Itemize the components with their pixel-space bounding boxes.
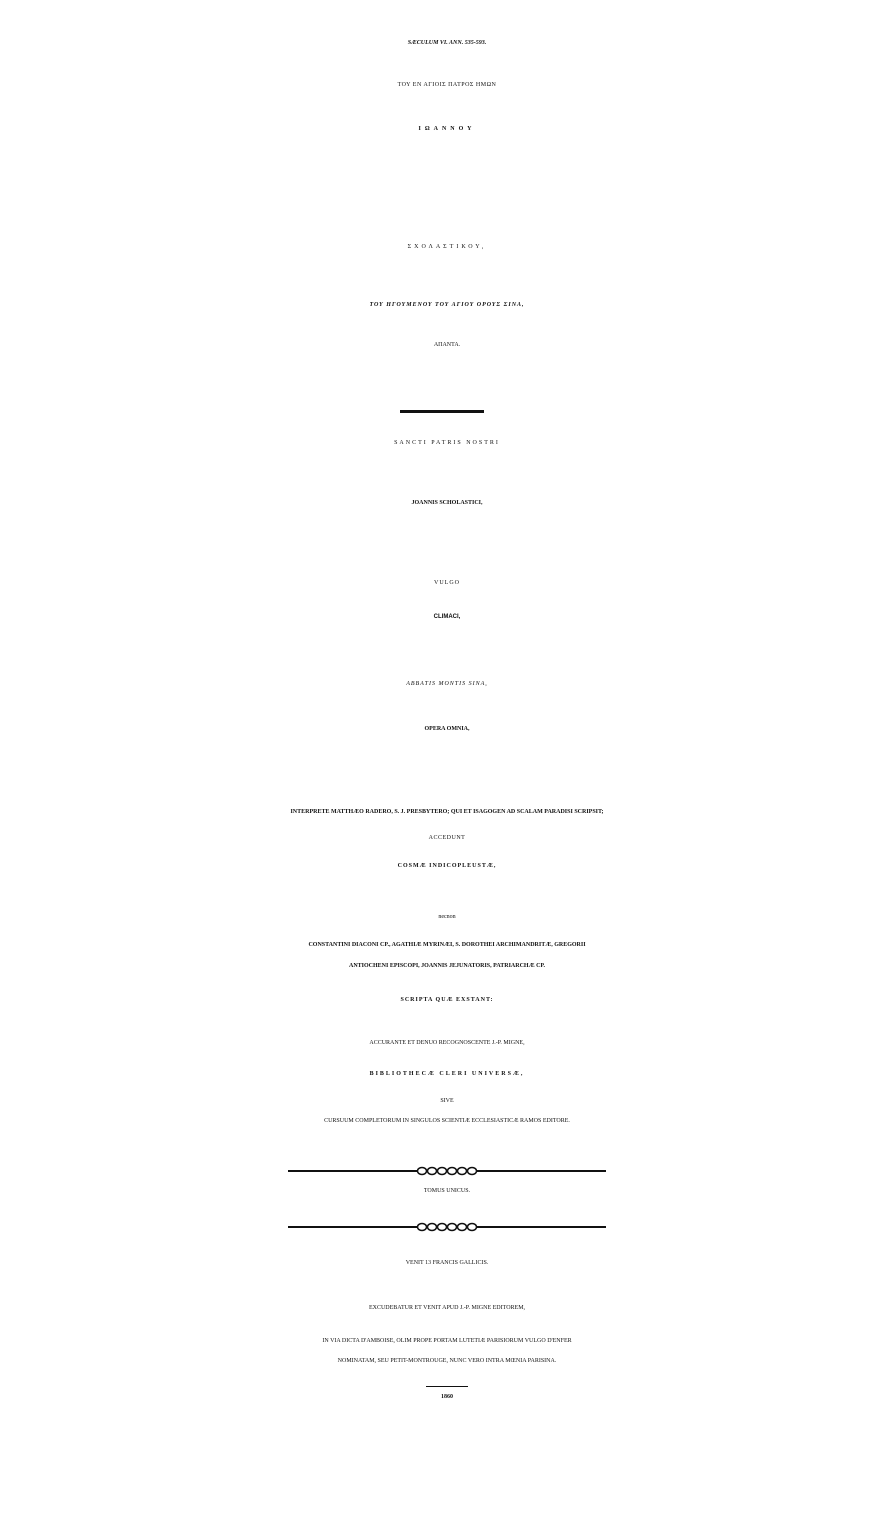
- bottom-ornament-rule: [0, 1220, 894, 1234]
- year-label: 1860: [441, 1394, 453, 1400]
- accedunt-label: ACCEDUNT: [428, 835, 466, 841]
- opera-omnia-title: OPERA OMNIA,: [424, 726, 470, 732]
- greek-opera: ΑΠΑΝΤΑ.: [433, 342, 461, 348]
- necnon-label: necnon: [438, 914, 456, 920]
- bibliothecae-line: BIBLIOTHECÆ CLERI UNIVERSÆ,: [369, 1071, 525, 1077]
- greek-intro: ΤΟΥ ΕΝ ΑΓΙΟΙΣ ΠΑΤΡΟΣ ΗΜΩΝ: [397, 82, 497, 88]
- greek-name-title: ΙΩΑΝΝΟΥ: [418, 126, 476, 132]
- interprete-line: INTERPRETE MATTHÆO RADERO, S. J. PRESBYTERO; QUI ET ISAGOGEN AD SCALAM PARADISI SCRIPSIT;: [290, 809, 604, 815]
- latin-name-title: JOANNIS SCHOLASTICI,: [411, 500, 483, 506]
- accurante-line: ACCURANTE ET DENUO RECOGNOSCENTE J.-P. MIGNE,: [369, 1040, 525, 1046]
- imprint-line-1: EXCUDEBATUR ET VENIT APUD J.-P. MIGNE EDITOREM,: [368, 1305, 526, 1311]
- scripta-line: SCRIPTA QUÆ EXSTANT:: [400, 997, 494, 1003]
- climaci-title: CLIMACI,: [433, 614, 461, 620]
- cursuum-line: CURSUUM COMPLETORUM IN SINGULOS SCIENTIÆ ECCLESIASTICÆ RAMOS EDITORE.: [324, 1118, 570, 1124]
- saeculum-line: SÆCULUM VI. ANN. 535-593.: [407, 40, 487, 46]
- authors-line-2: ANTIOCHENI EPISCOPI, JOANNIS JEJUNATORIS, PATRIARCHÆ CP.: [348, 963, 546, 969]
- abbatis-line: ABBATIS MONTIS SINA,: [406, 681, 488, 687]
- cosmae-title: COSMÆ INDICOPLEUSTÆ,: [397, 863, 497, 869]
- vulgo-label: VULGO: [434, 580, 460, 586]
- imprint-line-3: NOMINATAM, SEU PETIT-MONTROUGE, NUNC VERO INTRA MŒNIA PARISINA.: [337, 1358, 557, 1364]
- greek-epithet: ΣΧΟΛΑΣΤΙΚΟΥ,: [407, 244, 487, 250]
- short-rule: [426, 1386, 468, 1387]
- imprint-line-2: IN VIA DICTA D'AMBOISE, OLIM PROPE PORTAM LUTETIÆ PARISIORUM VULGO D'ENFER: [322, 1338, 572, 1344]
- top-ornament-rule: [0, 1164, 894, 1178]
- divider-rule: [400, 410, 484, 413]
- venit-line: VENIT 13 FRANCIS GALLICIS.: [405, 1260, 489, 1266]
- tomus-label: TOMUS UNICUS.: [423, 1188, 471, 1194]
- authors-line-1: CONSTANTINI DIACONI CP., AGATHIÆ MYRINÆI, S. DOROTHEI ARCHIMANDRITÆ, GREGORII: [308, 942, 586, 948]
- greek-abbot-line: ΤΟΥ ΗΓΟΥΜΕΝΟΥ ΤΟΥ ΑΓΙΟΥ ΟΡΟΥΣ ΣΙΝΑ,: [369, 302, 525, 308]
- sive-label: SIVE: [440, 1098, 454, 1104]
- latin-intro: SANCTI PATRIS NOSTRI: [394, 440, 500, 446]
